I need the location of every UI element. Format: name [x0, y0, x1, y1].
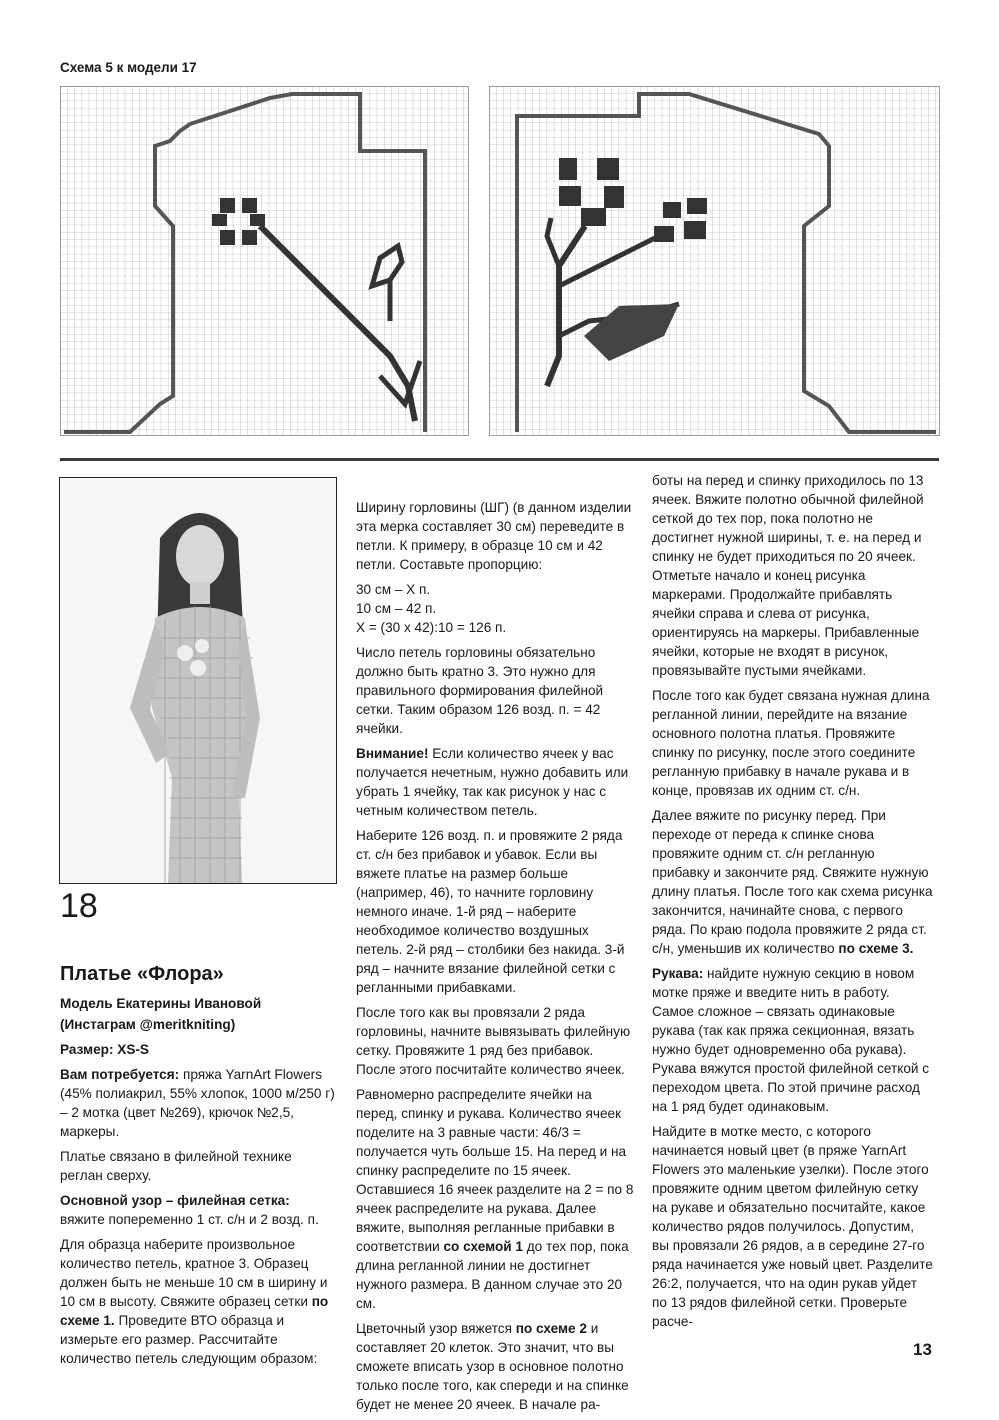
- distribution-paragraph: [356, 1085, 636, 1313]
- section-divider: [60, 458, 939, 461]
- page-number: 13: [913, 1340, 932, 1359]
- raglan-paragraph: После того как будет связана нужная длина регланной линии, перейдите на вязание основного полотна платья. Провяжите спинку по рисунку, после этого соедините регланную прибавку в начале рукава и в конце, провязав их одним ст. с/н.: [652, 688, 930, 798]
- text-column-3: [652, 471, 934, 1337]
- pattern-paragraph: [60, 1191, 338, 1229]
- formula-line-1: 30 см – Х п.: [356, 582, 431, 597]
- text-column-2: [356, 498, 636, 1420]
- attention-paragraph: [356, 744, 636, 820]
- sample-scheme-ref: по схеме 1.: [60, 1294, 329, 1328]
- author-line-2: (Инстаграм @meritkniting): [60, 1017, 236, 1032]
- text-column-1: [60, 962, 338, 1374]
- neckline-paragraph: После того как вы провязали 2 ряда горловины, начните вывязывать филейную сетку. Провяжите 1 ряд без прибавок. После этого посчитайте количество ячеек.: [356, 1005, 631, 1077]
- distribution-text-a: Равномерно распределите ячейки на перед, спинку и рукава. Количество ячеек поделите на 3 равные части: 46/3 = получается чуть больше 15. На перед и на спинку распределите по 15 ячеек. Оставшиеся 16 ячеек разделите на 2 = по 8 ячеек распределите на рукава. Далее вяжите, выполняя регланные прибавки в соответствии: [356, 1087, 634, 1254]
- materials-paragraph: [60, 1065, 338, 1141]
- size-label: Размер:: [60, 1042, 114, 1057]
- materials-text: пряжа YarnArt Flowers (45% полиакрил, 55% хлопок, 1000 м/250 г) – 2 мотка (цвет №269), крючок №2,5, маркеры.: [60, 1067, 335, 1139]
- model-number: 18: [60, 887, 98, 925]
- size-value: XS-S: [117, 1042, 149, 1057]
- sleeves-paragraph: [652, 964, 934, 1116]
- filet-chart-right: [489, 86, 940, 436]
- author-line-1: Модель Екатерины Ивановой: [60, 996, 262, 1011]
- model-title: Платье «Флора»: [60, 963, 224, 985]
- sleeves-label: Рукава:: [652, 966, 704, 981]
- sleeves-text: найдите нужную секцию в новом мотке пряже и введите нить в работу. Самое сложное – связать одинаковые рукава (так как пряжа секционная, вязать нужно будет одновременно оба рукава). Рукава вяжутся простой филейной сеткой с переходом цвета. По этой причине расход на 1 ряд будет одинаковым.: [652, 966, 930, 1114]
- materials-label: Вам потребуется:: [60, 1067, 180, 1082]
- front-text-a: Далее вяжите по рисунку перед. При переходе от переда к спинке снова провяжите одним ст. с/н регланную прибавку и закончите ряд. Свяжите нужную длину платья. После того как схема рисунка закончится, начинайте снова, с первого ряда. По краю подола провяжите 2 ряда ст. с/н, уменьшив их количество: [652, 808, 933, 956]
- sample-text-a: Для образца наберите произвольное количество петель, кратное 3. Образец должен быть не меньше 10 см в ширину и 10 см в высоту. Свяжите образец сетки: [60, 1237, 328, 1309]
- pattern-label: Основной узор – филейная сетка:: [60, 1193, 290, 1208]
- continuation-paragraph: боты на перед и спинку приходилось по 13 ячеек. Вяжите полотно обычной филейной сеткой до тех пор, пока полотно не достигнет нужной ширины, т. е. на перед и спинку не будет приходиться по 20 ячеек. Отметьте начало и конец рисунка маркерами. Продолжайте прибавлять ячейки справа и слева от рисунка, ориентируясь на маркеры. Прибавленные ячейки, которые не входят в рисунок, провязывайте пустыми ячейками.: [652, 473, 924, 678]
- attention-label: Внимание!: [356, 746, 429, 761]
- chart-caption: Схема 5 к модели 17: [60, 60, 197, 75]
- distribution-scheme-ref: со схемой 1: [443, 1239, 523, 1254]
- filet-chart-left: [60, 86, 469, 436]
- model-photo: [59, 477, 337, 884]
- front-scheme-ref: по схеме 3.: [838, 941, 914, 956]
- cast-on-paragraph: Наберите 126 возд. п. и провяжите 2 ряда ст. с/н без прибавок и убавок. Если вы вяжете платье на размер больше (например, 46), то начните горловину немного иначе. 1-й ряд – наберите необходимое количество воздушных петель. 2-й ряд – столбики без накида. 3-й ряд – начните вязание филейной сетки с регланными прибавками.: [356, 828, 625, 995]
- size-line: [60, 1040, 338, 1059]
- neck-width-paragraph: Ширину горловины (ШГ) (в данном изделии эта мерка составляет 30 см) переведите в петли. К примеру, в образце 10 см и 42 петли. Составьте пропорцию:: [356, 500, 632, 572]
- attention-text: Если количество ячеек у вас получается нечетным, нужно добавить или убрать 1 ячейку, так как рисунок у нас с четным количеством петель.: [356, 746, 629, 818]
- formula-line-3: Х = (30 х 42):10 = 126 п.: [356, 620, 507, 635]
- flower-text-a: Цветочный узор вяжется: [356, 1321, 512, 1336]
- distribution-text-c: до тех пор, пока длина регланной линии не достигнет нужного размера. В данном случае это 20 см.: [356, 1239, 629, 1311]
- flower-scheme-ref: по схеме 2: [515, 1321, 587, 1336]
- color-change-paragraph: Найдите в мотке место, с которого начинается новый цвет (в пряже YarnArt Flowers это маленькие узелки). После этого провяжите одним цветом филейную сетку на рукаве и обязательно посчитайте, какое количество рядов получилось. Допустим, вы провязали 26 рядов, а в середине 27-го ряда начинается уже новый цвет. Разделите 26:2, получается, что на один рукав уйдет по 13 рядов филейной сетки. Проверьте расче-: [652, 1124, 933, 1329]
- flower-pattern-paragraph: [356, 1319, 636, 1414]
- formula-line-2: 10 см – 42 п.: [356, 601, 437, 616]
- technique-paragraph: Платье связано в филейной технике реглан сверху.: [60, 1149, 292, 1183]
- pattern-text: вяжите попеременно 1 ст. с/н и 2 возд. п.: [60, 1212, 319, 1227]
- flower-text-c: и составляет 20 клеток. Это значит, что вы сможете вписать узор в основное полотно только после того, как спереди и на спинке будет не менее 20 ячеек. В начале ра-: [356, 1321, 629, 1412]
- front-paragraph: [652, 806, 934, 958]
- sample-text-c: Проведите ВТО образца и измерьте его размер. Рассчитайте количество петель следующим образом:: [60, 1313, 318, 1366]
- stitch-count-paragraph: Число петель горловины обязательно должно быть кратно 3. Это нужно для правильного формирования филейной сетки. Таким образом 126 возд. п. = 42 ячейки.: [356, 645, 604, 736]
- sample-paragraph: [60, 1235, 338, 1368]
